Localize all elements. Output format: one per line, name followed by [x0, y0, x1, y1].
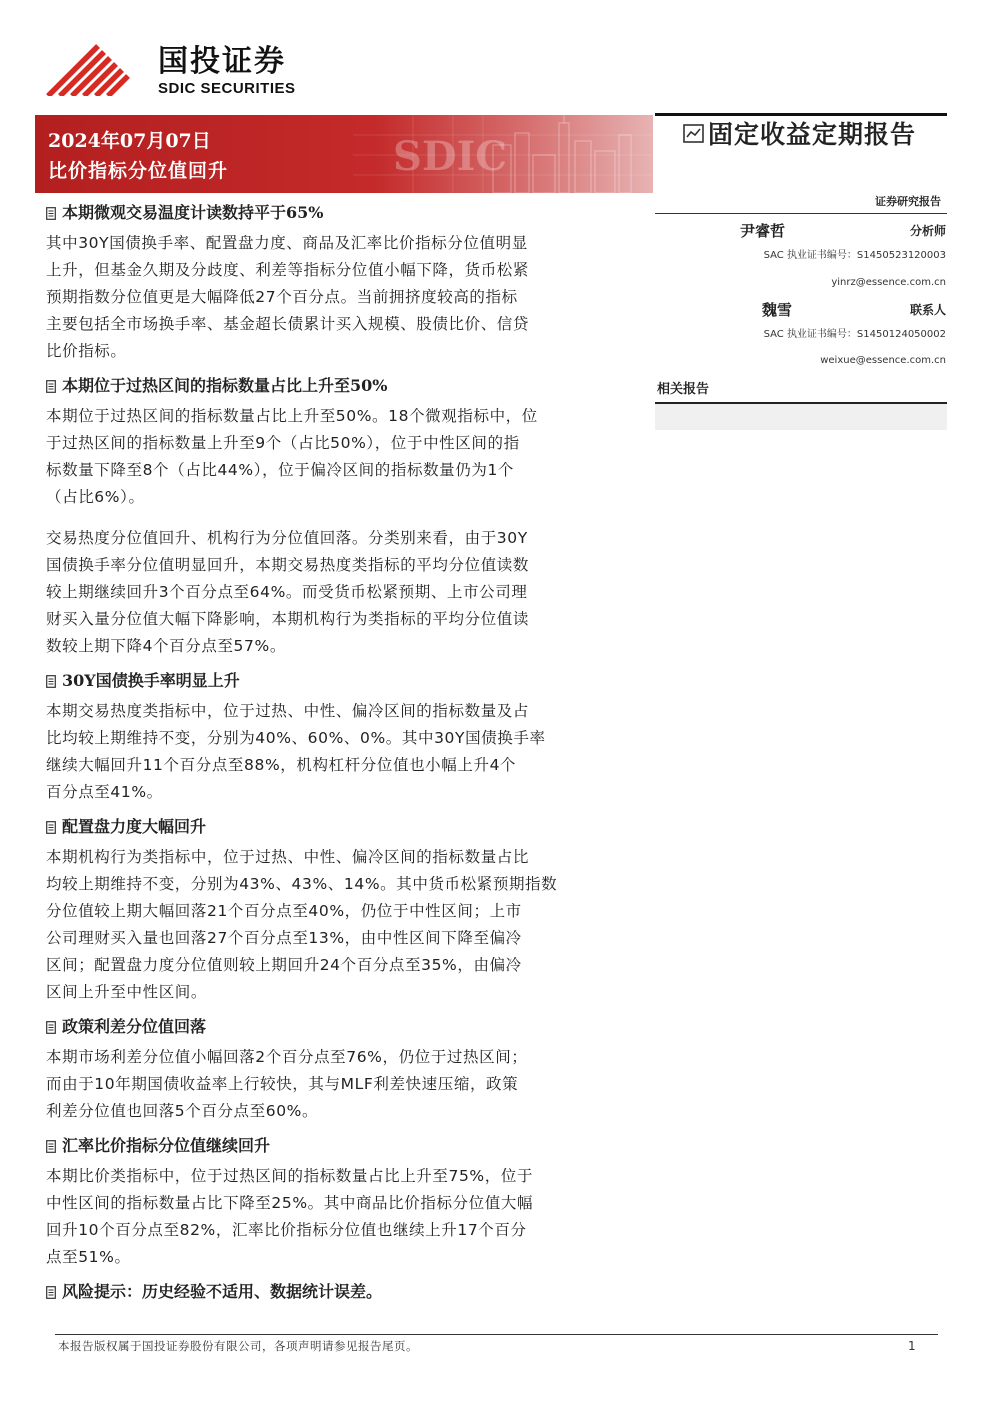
- paragraph: 本期市场利差分位值小幅回落2个百分点至76%，仍位于过热区间； 而由于10年期国债收益率上行较快，其与MLF利差快速压缩，政策 利差分位值也回落5个百分点至60%。: [46, 1048, 528, 1120]
- section-title: [46, 200, 636, 226]
- paragraph: 本期交易热度类指标中，位于过热、中性、偏冷区间的指标数量及占 比均较上期维持不变，分别为40%、60%、0%。其中30Y国债换手率 继续大幅回升11个百分点至88%，机构杠杆分位值也小幅上升4个 百分点至41%。: [46, 702, 546, 801]
- related-reports-title: 相关报告: [657, 382, 710, 397]
- section-title: [46, 1014, 636, 1040]
- report-date: 2024年07月07日: [48, 130, 211, 152]
- page-number: 1: [908, 1339, 916, 1353]
- chart-line-icon: [683, 124, 704, 143]
- paragraph: 本期位于过热区间的指标数量占比上升至50%。18个微观指标中，位 于过热区间的指标数量上升至9个（占比50%），位于中性区间的指 标数量下降至8个（占比44%），位于偏冷区间的指标数量仍为1个 （占比6%）。: [46, 407, 538, 506]
- footer-disclaimer: 本报告版权属于国投证券股份有限公司，各项声明请参见报告尾页。: [58, 1339, 418, 1353]
- document-icon: [46, 1021, 56, 1034]
- section-title: [46, 1133, 636, 1159]
- section-title-text: 政策利差分位值回落: [62, 1017, 207, 1036]
- analyst-cert: SAC 执业证书编号：S1450523120003: [763, 250, 946, 261]
- report-category: 固定收益定期报告: [708, 120, 917, 149]
- risk-warning: [46, 1279, 636, 1305]
- report-body: [46, 200, 636, 1305]
- document-icon: [46, 207, 56, 220]
- report-headline: 比价指标分位值回升: [48, 160, 229, 182]
- document-icon: [46, 675, 56, 688]
- document-icon: [46, 380, 56, 393]
- report-type: 证券研究报告: [875, 195, 941, 208]
- skyline-graphic: [353, 115, 653, 193]
- contact-role: 联系人: [909, 303, 946, 317]
- header-rule: [655, 113, 947, 116]
- section-title-text: 30Y国债换手率明显上升: [62, 671, 240, 690]
- sdic-logo-icon: [44, 44, 148, 96]
- contact-name: 魏雪: [762, 301, 793, 319]
- footer-rule: [55, 1334, 938, 1335]
- analyst-role: 分析师: [909, 224, 946, 238]
- section-title-text: 本期微观交易温度计读数持平于65%: [62, 203, 324, 222]
- paragraph: 本期比价类指标中，位于过热区间的指标数量占比上升至75%，位于 中性区间的指标数量占比下降至25%。其中商品比价指标分位值大幅 回升10个百分点至82%，汇率比价指标分位值也继续上升17个百分 点至51%。: [46, 1167, 534, 1266]
- paragraph: 其中30Y国债换手率、配置盘力度、商品及汇率比价指标分位值明显 上升，但基金久期及分歧度、利差等指标分位值小幅下降，货币松紧 预期指数分位值更是大幅降低27个百分点。当前拥挤度较高的指标 主要包括全市场换手率、基金超长债累计买入规模、股债比价、信贷 比价指标。: [46, 234, 530, 360]
- header-separator: [655, 213, 947, 214]
- related-reports-list: [655, 404, 947, 430]
- section-title-text: 配置盘力度大幅回升: [62, 817, 207, 836]
- brand-name-en: SDIC SECURITIES: [158, 80, 296, 97]
- section-title-text: 汇率比价指标分位值继续回升: [62, 1136, 271, 1155]
- section-title: [46, 814, 636, 840]
- analyst-email[interactable]: yinrz@essence.com.cn: [831, 277, 946, 288]
- contact-email[interactable]: weixue@essence.com.cn: [820, 355, 946, 366]
- brand-name-cn: 国投证券: [158, 44, 286, 79]
- section-title-text: 本期位于过热区间的指标数量占比上升至50%: [62, 376, 388, 395]
- banner-watermark: SDIC: [393, 133, 508, 180]
- analyst-name: 尹睿哲: [740, 222, 786, 240]
- paragraph: 本期机构行为类指标中，位于过热、中性、偏冷区间的指标数量占比 均较上期维持不变，分别为43%、43%、14%。其中货币松紧预期指数 分位值较上期大幅回落21个百分点至40%，仍位于中性区间；上市 公司理财买入量也回落27个百分点至13%，由中性区间下降至偏冷 区间；配置盘力度分位值则较上期回升24个百分点至35%，由偏冷 区间上升至中性区间。: [46, 848, 558, 1001]
- section-title: [46, 373, 636, 399]
- risk-warning-text: 风险提示：历史经验不适用、数据统计误差。: [62, 1282, 383, 1301]
- document-icon: [46, 1286, 56, 1299]
- paragraph: 交易热度分位值回升、机构行为分位值回落。分类别来看，由于30Y 国债换手率分位值明显回升，本期交易热度类指标的平均分位值读数 较上期继续回升3个百分点至64%。而受货币松紧预期、上市公司理 财买入量分位值大幅下降影响，本期机构行为类指标的平均分位值读 数较上期下降4个百分点至57%。: [46, 529, 530, 655]
- document-icon: [46, 821, 56, 834]
- contact-cert: SAC 执业证书编号：S1450124050002: [763, 329, 946, 340]
- document-icon: [46, 1140, 56, 1153]
- section-title: [46, 668, 636, 694]
